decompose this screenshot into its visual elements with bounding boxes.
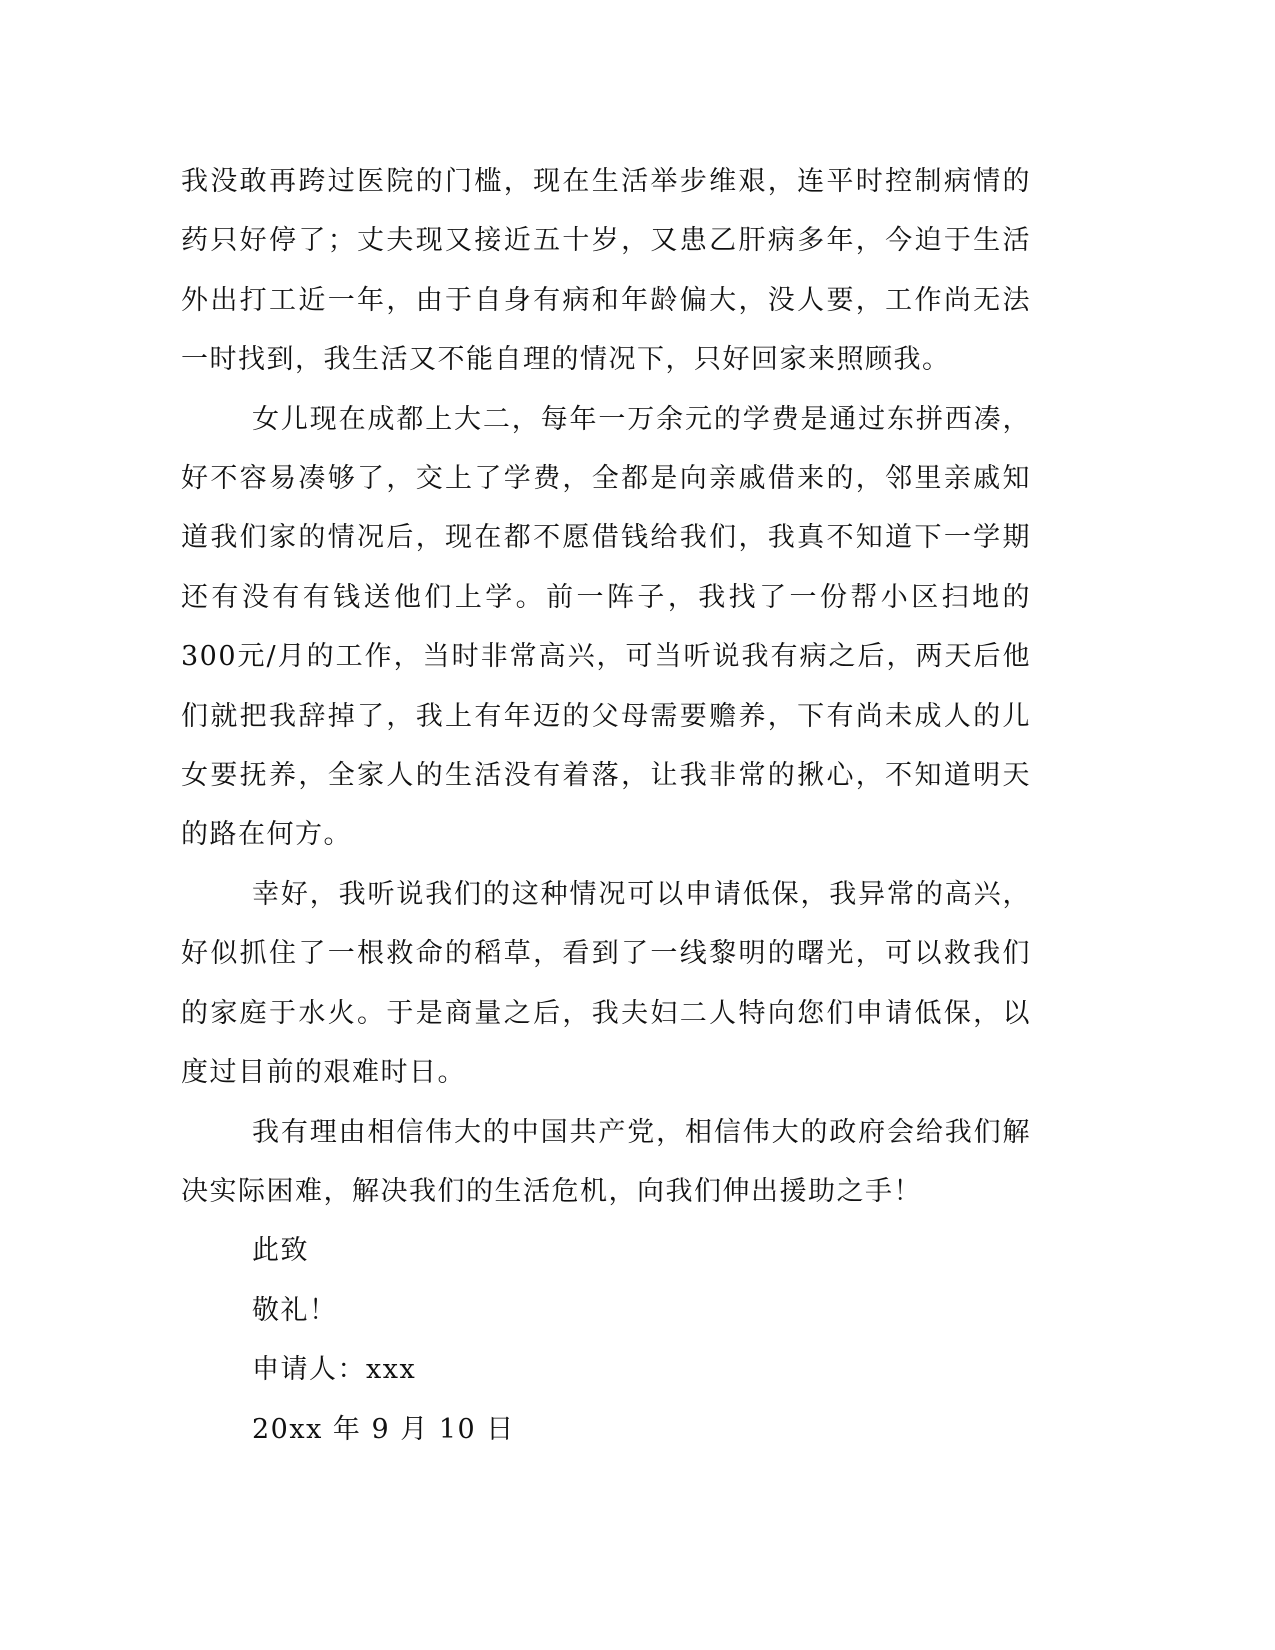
paragraph-trust-government: 我有理由相信伟大的中国共产党，相信伟大的政府会给我们解决实际困难，解决我们的生活危机，向我们伸出援助之手！ <box>181 1116 1031 1207</box>
paragraph-low-income-application: 幸好，我听说我们的这种情况可以申请低保，我异常的高兴，好似抓住了一根救命的稻草，看到了一线黎明的曙光，可以救我们的家庭于水火。于是商量之后，我夫妇二人特向您们申请低保，以度过目前的艰难时日。 <box>181 878 1031 1089</box>
paragraph-continued: 我没敢再跨过医院的门槛，现在生活举步维艰，连平时控制病情的药只好停了；丈夫现又接近五十岁，又患乙肝病多年，今迫于生活外出打工近一年，由于自身有病和年龄偏大，没人要，工作尚无法一时找到，我生活又不能自理的情况下，只好回家来照顾我。 <box>181 166 1031 376</box>
paragraph-daughter-tuition: 女儿现在成都上大二，每年一万余元的学费是通过东拼西凑，好不容易凑够了，交上了学费，全都是向亲戚借来的，邻里亲戚知道我们家的情况后，现在都不愿借钱给我们，我真不知道下一学期还有没有有钱送他们上学。前一阵子，我找了一份帮小区扫地的300元/月的工作，当时非常高兴，可当听说我有病之后，两天后他们就把我辞掉了，我上有年迈的父母需要赡养，下有尚未成人的儿女要抚养，全家人的生活没有着落，让我非常的揪心，不知道明天的路在何方。 <box>181 403 1031 851</box>
applicant-signature: 申请人：xxx <box>252 1354 417 1386</box>
letter-date: 20xx 年 9 月 10 日 <box>252 1413 515 1445</box>
closing-regards: 敬礼！ <box>252 1294 338 1326</box>
closing-salutation: 此致 <box>252 1235 309 1267</box>
letter-body <box>181 152 1031 1459</box>
